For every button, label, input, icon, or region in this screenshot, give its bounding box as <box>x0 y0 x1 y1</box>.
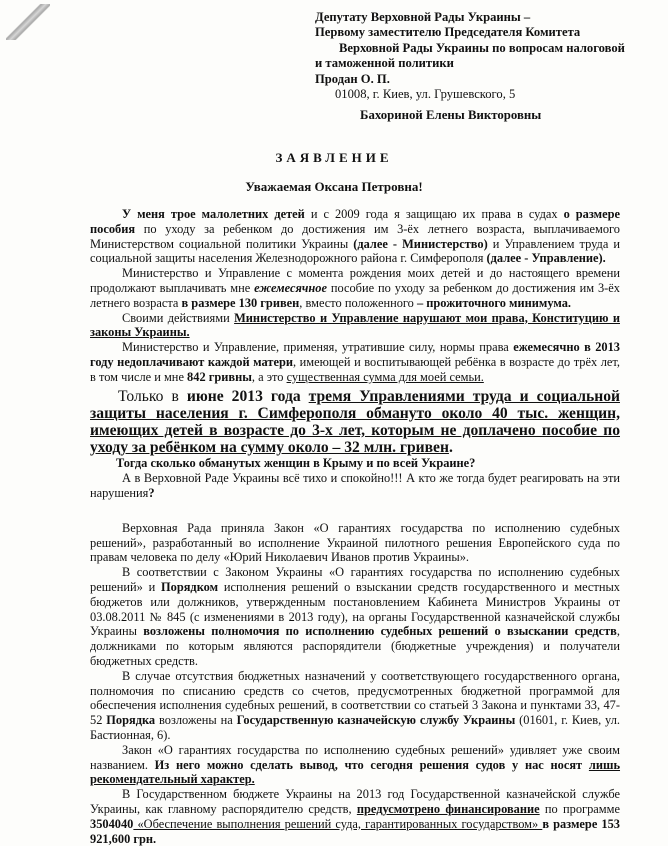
recipient-line: Депутату Верховной Рады Украины – <box>315 10 531 24</box>
sender-name: Бахориной Елены Викторовны <box>360 108 542 122</box>
document-title: ЗАЯВЛЕНИЕ <box>275 150 393 165</box>
text-run: У меня трое малолетних детей <box>122 207 305 221</box>
text-run: о размере пособия <box>90 207 621 236</box>
text-run: А в Верховной Раде Украины всё тихо и спокойно!!! А кто же тогда будет реагировать на эти нарушения <box>90 471 620 500</box>
text-run: В соответствии с Законом Украины «О гарантиях государства по исполнению судебных решений» и <box>90 565 620 594</box>
text-run: , вместо положенного <box>299 295 417 310</box>
text-run: Только в <box>118 387 187 405</box>
text-run: Закон «О гарантиях государства по исполнению судебных решений» удивляет уже своим названием. <box>90 742 620 772</box>
text-run: Из него можно сделать вывод, что сегодня решения судов у нас носят <box>154 757 589 772</box>
text-run: предусмотрено финансирование <box>356 801 540 816</box>
text-run: Министерство и Управление с момента рождения моих детей и до настоящего времени продолжают выплачивать мне <box>90 266 620 295</box>
recipient-line: Первому заместителю Председателя Комитета <box>315 25 581 40</box>
text-run: (далее - Министерство) <box>353 236 488 251</box>
text-run: ежемесячное <box>254 280 327 295</box>
text-run: Порядка <box>106 713 156 728</box>
greeting: Уважаемая Оксана Петровна! <box>245 179 423 194</box>
text-run: возложены на <box>155 713 237 728</box>
text-run: Порядком <box>161 579 219 594</box>
paragraph-emphasis <box>90 388 620 457</box>
text-run: тремя Управлениями труда и социальной защиты населения г. Симферополя обмануто около 40 тыс. женщин, имеющих детей в возрасте до 3-х лет, которым не доплачено пособие по уходу за ребёнком на сумму около – 32 млн. гривен <box>90 387 620 457</box>
text-run <box>301 388 309 405</box>
paragraph <box>90 207 620 266</box>
text-run: в размере 153 921,600 грн. <box>90 816 620 846</box>
text-run: исполнения решений о взыскании средств государственного и местных бюджетов или должников, утвержденным постановлением Кабинета Министров Украины от 03.08.2011 № 845 (с изменениями в 2013 году), на органы Государственной казначейской службы Украины <box>90 579 620 639</box>
text-run: (далее - Управление). <box>486 251 606 266</box>
text-run: по программе <box>539 801 620 816</box>
spacer <box>90 501 620 521</box>
text-run: . <box>448 439 453 457</box>
text-run: Государственную казначейскую службу Украины <box>236 713 516 728</box>
text-run: (01601, г. Киев, ул. Бастионная, 6). <box>90 713 620 742</box>
paragraph <box>90 669 620 743</box>
text-run: существенная сумма для моей семьи. <box>286 369 484 384</box>
paragraph <box>90 743 620 787</box>
text-run: «Обеспечение выполнения решений суда, гарантированных государством» <box>133 816 543 831</box>
paragraph: Верховная Рада приняла Закон «О гарантиях государства по исполнению судебных решений», разработанный во исполнение Украиной пилотного решения Европейского суда по правам человека по делу «Юрий Николаевич Иванов против Украины». <box>90 520 620 565</box>
text-run: 842 гривны <box>187 369 252 384</box>
text-run: по уходу за ребенком до достижения им 3-ёх летнего возраста, выплачиваемого Министерством социальной политики Украины <box>90 221 620 251</box>
paragraph <box>90 266 620 310</box>
text-run: Своими действиями <box>122 310 235 325</box>
text-run: В случае отсутствия бюджетных назначений у соответствующего государственного органа, полномочия по списанию средств со счетов, предусмотренных бюджетной программой для обеспечения исполнения судебных решений, в соответствии со статьей 3 Закона и пунктами 33, 47-52 <box>90 668 620 728</box>
text-run: лишь рекомендательный характер. <box>90 757 621 787</box>
text-run: возложены полномочия по исполнению судебных решений о взыскании средств <box>143 624 617 639</box>
paragraph <box>90 787 620 846</box>
text-run: июне 2013 года <box>186 387 301 405</box>
text-run: ежемесячно в 2013 году недоплачивают каждой матери <box>90 340 620 369</box>
letter-body <box>90 207 620 846</box>
pen-scan-artifact <box>6 4 50 40</box>
recipient-block <box>315 10 660 102</box>
text-run: – прожиточного минимума. <box>416 295 572 310</box>
text-run: в размере 130 гривен <box>181 295 300 310</box>
paragraph <box>90 565 620 669</box>
text-run: ? <box>148 485 155 500</box>
recipient-address: 01008, г. Киев, ул. Грушевского, 5 <box>335 87 516 102</box>
paragraph <box>90 471 620 501</box>
text-run: 3504040 <box>90 816 134 831</box>
recipient-line: и таможенной политики <box>315 56 454 71</box>
text-run: Министерство и Управление, применяя, утратившие силу, нормы права <box>122 340 514 355</box>
recipient-line: Верховной Рады Украины по вопросам налоговой <box>339 40 625 55</box>
text-run: , а это <box>251 369 287 384</box>
text-run: Министерство и Управление нарушают мои права, Конституцию и законы Украины. <box>90 310 620 340</box>
paragraph <box>90 340 620 384</box>
text-run: пособие по уходу за ребенком до достижения им 3-ёх летнего возраста <box>90 280 620 310</box>
paragraph <box>90 311 620 341</box>
question: Тогда сколько обманутых женщин в Крыму и по всей Украине? <box>116 456 476 471</box>
text-run: и с 2009 года я защищаю их права в судах <box>304 207 564 221</box>
text-run: , должниками по которым являются распорядители (бюджетные учреждения) и получатели бюджетных средств. <box>90 624 620 668</box>
text-run: и Управлением труда и социальной защиты населения Железнодорожного района г. Симферополя <box>90 236 621 266</box>
recipient-name: Продан О. П. <box>315 71 390 86</box>
text-run: В Государственном бюджете Украины на 2013 год Государственной казначейской службе Украины, как главному распорядителю средств, <box>90 787 620 816</box>
text-run: , имеющей и воспитывающей ребёнка в возрасте до трёх лет, в том числе и мне <box>90 354 621 384</box>
